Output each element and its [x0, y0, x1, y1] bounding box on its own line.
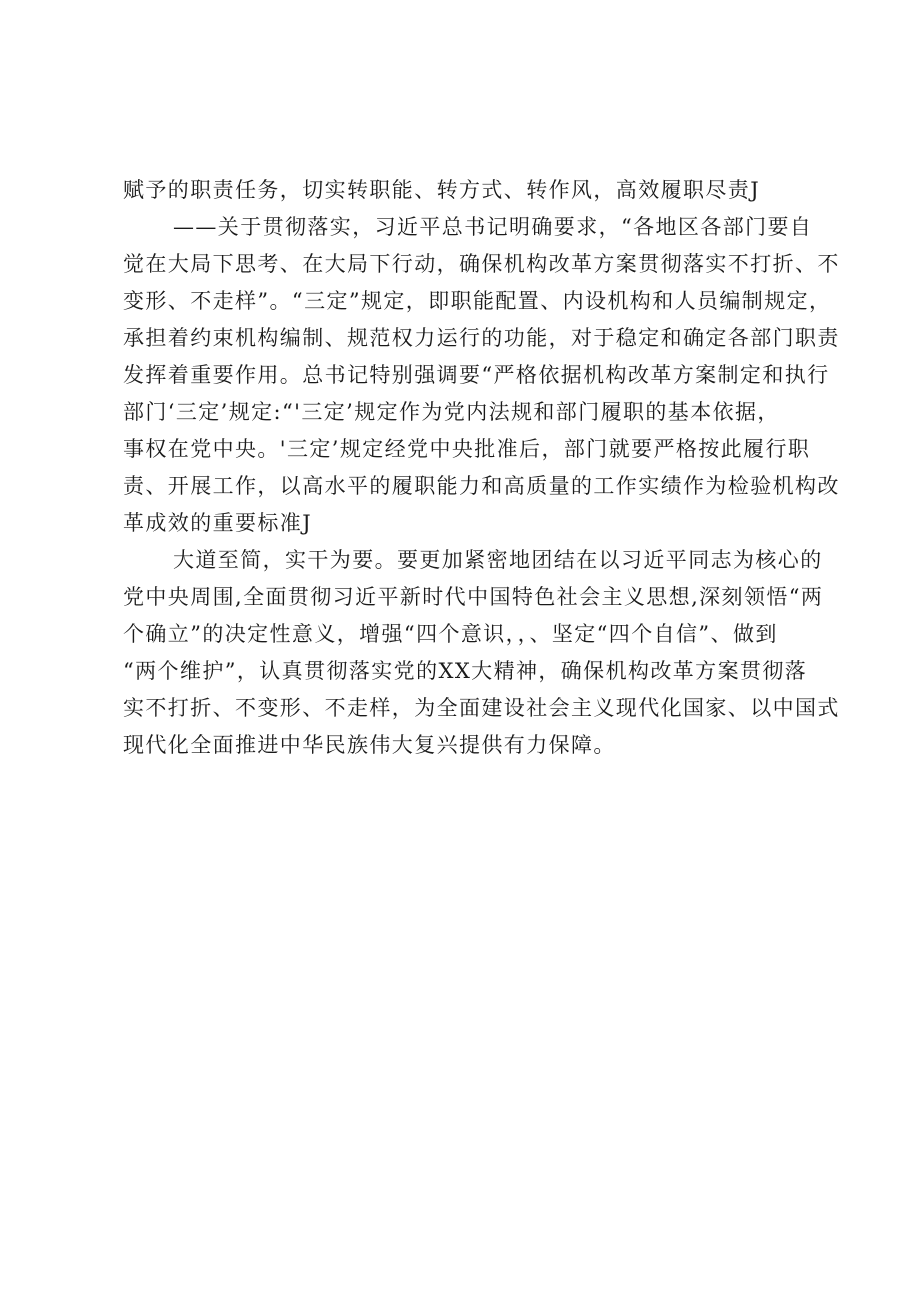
text-line: 实不打折、不变形、不走样，为全面建设社会主义现代化国家、以中国式: [123, 696, 840, 720]
text-line: 现代化全面推进中华民族伟大复兴提供有力保障。: [123, 733, 616, 757]
paragraph-conclusion: [123, 542, 840, 764]
paragraph-1-continuation: [123, 172, 813, 209]
text-line: 赋予的职责任务，切实转职能、转方式、转作风，高效履职尽责J: [123, 178, 761, 202]
text-line: 变形、不走样”。“三定”规定，即职能配置、内设机构和人员编制规定，: [123, 289, 832, 313]
text-line: 革成效的重要标准J: [123, 511, 313, 535]
text-line-first: ——关于贯彻落实，习近平总书记明确要求，“各地区各部门要自: [173, 215, 813, 239]
text-line: 承担着约束机构编制、规范权力运行的功能，对于稳定和确定各部门职责: [123, 326, 840, 350]
paragraph-implementation: [123, 209, 840, 542]
text-line: 发挥着重要作用。总书记特别强调要“严格依据机构改革方案制定和执行: [123, 363, 830, 387]
text-line: 觉在大局下思考、在大局下行动，确保机构改革方案贯彻落实不打折、不: [123, 252, 840, 276]
text-line: “两个维护”，认真贯彻落实党的XX大精神，确保机构改革方案贯彻落: [123, 659, 808, 683]
text-line: 部门‘三定’规定:“'三定’规定作为党内法规和部门履职的基本依据，: [123, 400, 780, 424]
text-line-first: 大道至简，实干为要。要更加紧密地团结在以习近平同志为核心的: [173, 548, 823, 572]
text-line: 责、开展工作，以高水平的履职能力和高质量的工作实绩作为检验机构改: [123, 474, 840, 498]
text-line: 党中央周围,全面贯彻习近平新时代中国特色社会主义思想,深刻领悟“两: [123, 585, 824, 609]
text-line: 事权在党中央。'三定’规定经党中央批准后，部门就要严格按此履行职: [123, 437, 811, 461]
document-body: [123, 172, 840, 764]
text-line: 个确立”的决定性意义，增强“四个意识，，、坚定“四个自信”、做到: [123, 622, 778, 646]
